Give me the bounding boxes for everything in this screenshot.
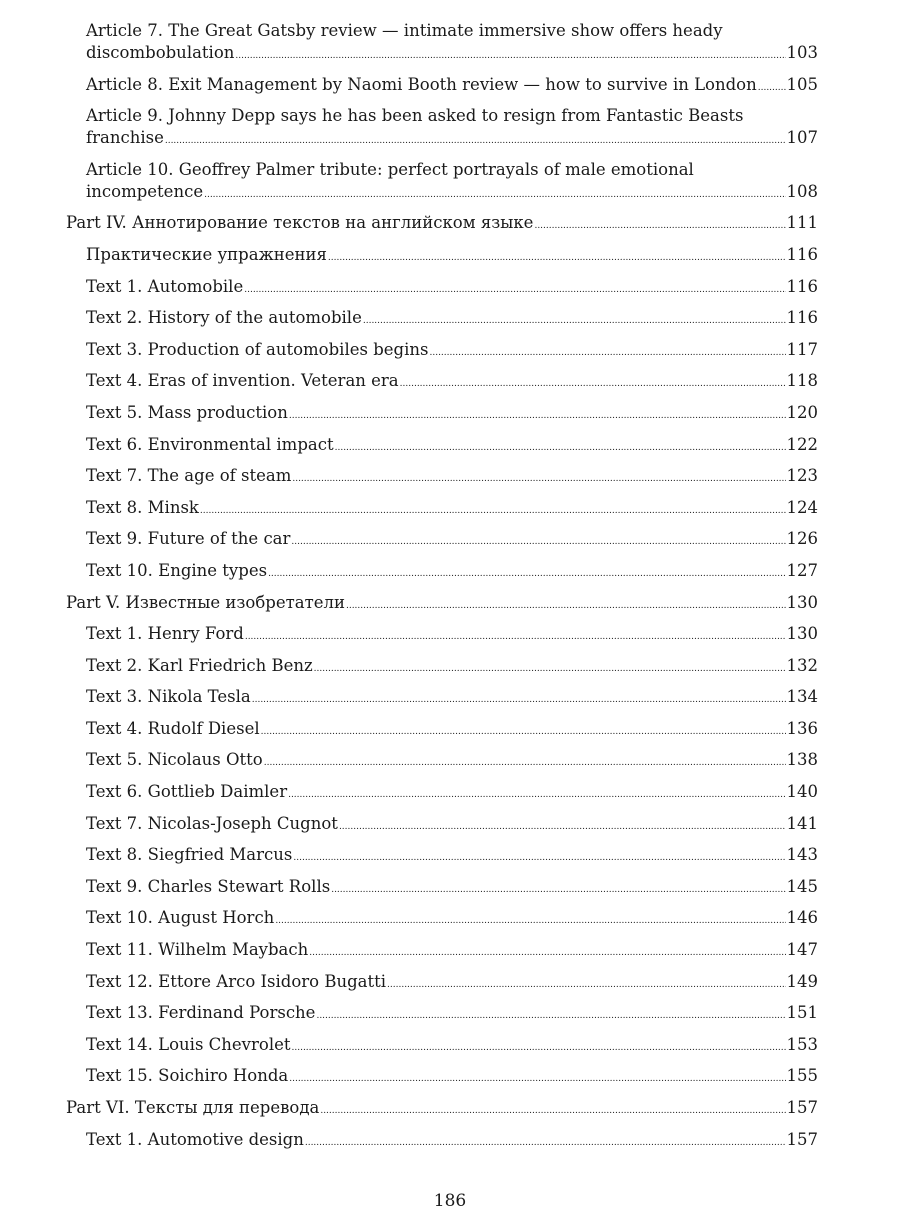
dot-leader	[264, 752, 786, 774]
toc-entry	[66, 20, 818, 74]
toc-entry-title: Text 11. Wilhelm Maybach	[86, 940, 309, 960]
toc-entry	[66, 370, 818, 402]
toc-entry-title: Part V. Известные изобретатели	[66, 592, 345, 612]
toc-entry-title-line: Article 10. Geoffrey Palmer tribute: perfect portrayals of male emotional	[86, 159, 694, 179]
toc-part-entry	[66, 212, 818, 244]
toc-entry	[66, 1002, 818, 1034]
toc-entry-page-number: 157	[786, 1129, 818, 1149]
toc-entry-title: Text 1. Automotive design	[86, 1129, 304, 1149]
toc-entry-page-number: 122	[786, 434, 818, 454]
toc-entry-page-number: 127	[786, 560, 818, 580]
toc-part-entry	[66, 592, 818, 624]
toc-entry-title: Text 14. Louis Chevrolet	[86, 1034, 291, 1054]
toc-entry-line	[86, 1129, 818, 1154]
toc-entry-title: Text 9. Future of the car	[86, 529, 291, 549]
toc-entry-line	[86, 560, 818, 585]
toc-entry-page-number: 141	[786, 813, 818, 833]
toc-entry-page-number: 136	[786, 718, 818, 738]
toc-entry-page-number: 123	[786, 466, 818, 486]
toc-entry-page-number: 111	[786, 213, 818, 233]
dot-leader	[252, 689, 786, 711]
toc-entry-page-number: 116	[786, 276, 818, 296]
toc-entry	[66, 971, 818, 1003]
toc-entry	[66, 1034, 818, 1066]
toc-entry-page-number: 146	[786, 908, 818, 928]
toc-entry-title: incompetence	[86, 181, 204, 201]
toc-entry-title: Text 13. Ferdinand Porsche	[86, 1003, 316, 1023]
toc-entry-page-number: 116	[786, 308, 818, 328]
toc-entry-title: Text 7. Nicolas-Joseph Cugnot	[86, 813, 338, 833]
toc-entry	[66, 339, 818, 371]
toc-entry-title: Text 6. Gottlieb Daimler	[86, 782, 288, 802]
toc-entry-line	[86, 74, 818, 99]
toc-part-entry	[66, 1097, 818, 1129]
toc-entry-line	[86, 844, 818, 869]
toc-entry-title: Text 10. August Horch	[86, 908, 275, 928]
toc-entry-line	[86, 497, 818, 522]
toc-entry-page-number: 103	[786, 43, 818, 62]
toc-entry-title: Text 4. Rudolf Diesel	[86, 718, 260, 738]
dot-leader	[200, 500, 786, 522]
toc-entry	[66, 718, 818, 750]
toc-entry-line	[86, 528, 818, 553]
toc-entry-page-number: 149	[786, 971, 818, 991]
dot-leader	[314, 658, 786, 680]
toc-entry-page-number: 105	[786, 74, 818, 94]
toc-entry-page-number: 118	[786, 371, 818, 391]
toc-entry	[66, 434, 818, 466]
toc-entry	[66, 907, 818, 939]
toc-entry-title: Text 3. Production of automobiles begins	[86, 339, 429, 359]
dot-leader	[320, 1100, 785, 1122]
toc-entry-line	[86, 370, 818, 395]
dot-leader	[275, 910, 785, 932]
toc-entry	[66, 244, 818, 276]
toc-entry	[66, 844, 818, 876]
toc-entry-line	[86, 307, 818, 332]
toc-entry-page-number: 145	[786, 876, 818, 896]
toc-entry-line	[66, 592, 818, 617]
toc-entry-title: Part IV. Аннотирование текстов на английском языке	[66, 213, 534, 233]
dot-leader	[291, 531, 785, 553]
toc-entry	[66, 813, 818, 845]
toc-entry	[66, 497, 818, 529]
toc-entry	[66, 528, 818, 560]
toc-entry-title: Text 12. Ettore Arco Isidoro Bugatti	[86, 971, 387, 991]
toc-entry-line	[86, 623, 818, 648]
toc-entry-title: Text 3. Nikola Tesla	[86, 687, 251, 707]
toc-entry-title-line: Article 9. Johnny Depp says he has been asked to resign from Fantastic Beasts	[86, 106, 744, 126]
toc-entry-line	[86, 434, 818, 459]
dot-leader	[261, 721, 786, 743]
toc-entry	[66, 74, 818, 106]
toc-entry-title: Text 5. Mass production	[86, 402, 288, 422]
toc-entry	[66, 876, 818, 908]
toc-entry-line	[86, 876, 818, 901]
toc-entry-title: Article 8. Exit Management by Naomi Booth review — how to survive in London	[86, 74, 757, 94]
dot-leader	[204, 184, 785, 206]
toc-entry-line	[86, 813, 818, 838]
toc-entry-title: discombobulation	[86, 43, 235, 62]
toc-entry-title: Text 6. Environmental impact	[86, 434, 334, 454]
dot-leader	[292, 468, 785, 490]
toc-entry-title: Практические упражнения	[86, 244, 327, 264]
toc-entry	[66, 655, 818, 687]
toc-entry-page-number: 107	[786, 128, 818, 148]
toc-entry	[66, 276, 818, 308]
toc-entry	[66, 1129, 818, 1161]
dot-leader	[305, 1132, 786, 1154]
toc-entry	[66, 939, 818, 971]
toc-entry-title: Text 4. Eras of invention. Veteran era	[86, 371, 399, 391]
toc-entry	[66, 465, 818, 497]
toc-entry-line	[86, 465, 818, 490]
toc-entry	[66, 307, 818, 339]
dot-leader	[758, 77, 786, 99]
toc-entry-line	[86, 781, 818, 806]
toc-entry-page-number: 134	[786, 687, 818, 707]
dot-leader	[235, 45, 785, 67]
toc-entry-page-number: 151	[786, 1003, 818, 1023]
toc-entry-line	[66, 1097, 818, 1122]
toc-entry-title: Text 2. Karl Friedrich Benz	[86, 655, 313, 675]
toc-entry-line	[86, 244, 818, 269]
toc-entry-line	[86, 1065, 818, 1090]
dot-leader	[387, 974, 785, 996]
toc-entry-page-number: 155	[786, 1066, 818, 1086]
toc-entry-page-number: 132	[786, 655, 818, 675]
toc-entry-line	[86, 1034, 818, 1059]
toc-entry	[66, 402, 818, 434]
dot-leader	[339, 816, 786, 838]
dot-leader	[289, 1068, 785, 1090]
toc-entry-title: Text 9. Charles Stewart Rolls	[86, 876, 331, 896]
toc-entry-line	[86, 939, 818, 964]
dot-leader	[268, 563, 785, 585]
toc-entry-page-number: 130	[786, 624, 818, 644]
toc-entry	[66, 159, 818, 213]
toc-entry-title: Part VI. Тексты для перевода	[66, 1098, 320, 1117]
toc-entry-title: Text 5. Nicolaus Otto	[86, 750, 263, 770]
toc-entry-page-number: 153	[786, 1034, 818, 1054]
toc-entry-page-number: 140	[786, 782, 818, 802]
dot-leader	[429, 342, 785, 364]
toc-entry-line	[86, 127, 818, 152]
dot-leader	[292, 1037, 786, 1059]
toc-entry-page-number: 108	[786, 181, 818, 201]
table-of-contents	[66, 20, 818, 1160]
toc-entry-title: Text 7. The age of steam	[86, 466, 292, 486]
toc-entry-page-number: 147	[786, 940, 818, 960]
toc-entry-line	[86, 655, 818, 680]
toc-entry-page-number: 117	[786, 339, 818, 359]
toc-entry-line	[86, 402, 818, 427]
toc-entry-line	[86, 749, 818, 774]
toc-entry-line	[86, 971, 818, 996]
toc-entry-line	[86, 718, 818, 743]
dot-leader	[309, 942, 785, 964]
toc-entry-title-line: Article 7. The Great Gatsby review — intimate immersive show offers heady	[86, 21, 723, 40]
toc-entry-line	[86, 339, 818, 364]
toc-entry-line	[66, 212, 818, 237]
dot-leader	[245, 626, 786, 648]
dot-leader	[328, 247, 786, 269]
toc-entry-page-number: 126	[786, 529, 818, 549]
toc-entry-line	[86, 181, 818, 206]
toc-entry	[66, 781, 818, 813]
toc-entry-title: Text 8. Minsk	[86, 497, 199, 517]
dot-leader	[293, 847, 785, 869]
dot-leader	[363, 310, 786, 332]
dot-leader	[331, 879, 785, 901]
dot-leader	[316, 1005, 785, 1027]
dot-leader	[534, 215, 785, 237]
toc-entry-title: Text 15. Soichiro Honda	[86, 1066, 289, 1086]
toc-entry-title: Text 1. Automobile	[86, 276, 244, 296]
dot-leader	[346, 595, 786, 617]
dot-leader	[335, 437, 786, 459]
toc-entry-page-number: 138	[786, 750, 818, 770]
toc-entry	[66, 686, 818, 718]
toc-entry-title: franchise	[86, 128, 164, 148]
toc-entry-title: Text 1. Henry Ford	[86, 624, 244, 644]
toc-entry-line	[86, 1002, 818, 1027]
toc-entry-title: Text 2. History of the automobile	[86, 308, 362, 328]
toc-entry-page-number: 116	[786, 244, 818, 264]
dot-leader	[165, 130, 786, 152]
toc-entry-page-number: 157	[786, 1098, 818, 1117]
toc-entry-title: Text 10. Engine types	[86, 560, 268, 580]
toc-entry	[66, 623, 818, 655]
toc-entry	[66, 749, 818, 781]
page-number: 186	[433, 1191, 467, 1211]
toc-entry-line	[86, 276, 818, 301]
toc-entry-line	[86, 686, 818, 711]
toc-entry-page-number: 143	[786, 845, 818, 865]
dot-leader	[244, 279, 785, 301]
toc-entry-page-number: 124	[786, 497, 818, 517]
dot-leader	[400, 373, 786, 395]
toc-entry	[66, 560, 818, 592]
toc-entry-line	[86, 907, 818, 932]
dot-leader	[288, 784, 785, 806]
toc-entry-title: Text 8. Siegfried Marcus	[86, 845, 293, 865]
toc-entry-page-number: 120	[786, 402, 818, 422]
toc-entry-line	[86, 42, 818, 67]
toc-entry-page-number: 130	[786, 592, 818, 612]
dot-leader	[289, 405, 786, 427]
toc-entry	[66, 105, 818, 159]
toc-entry	[66, 1065, 818, 1097]
